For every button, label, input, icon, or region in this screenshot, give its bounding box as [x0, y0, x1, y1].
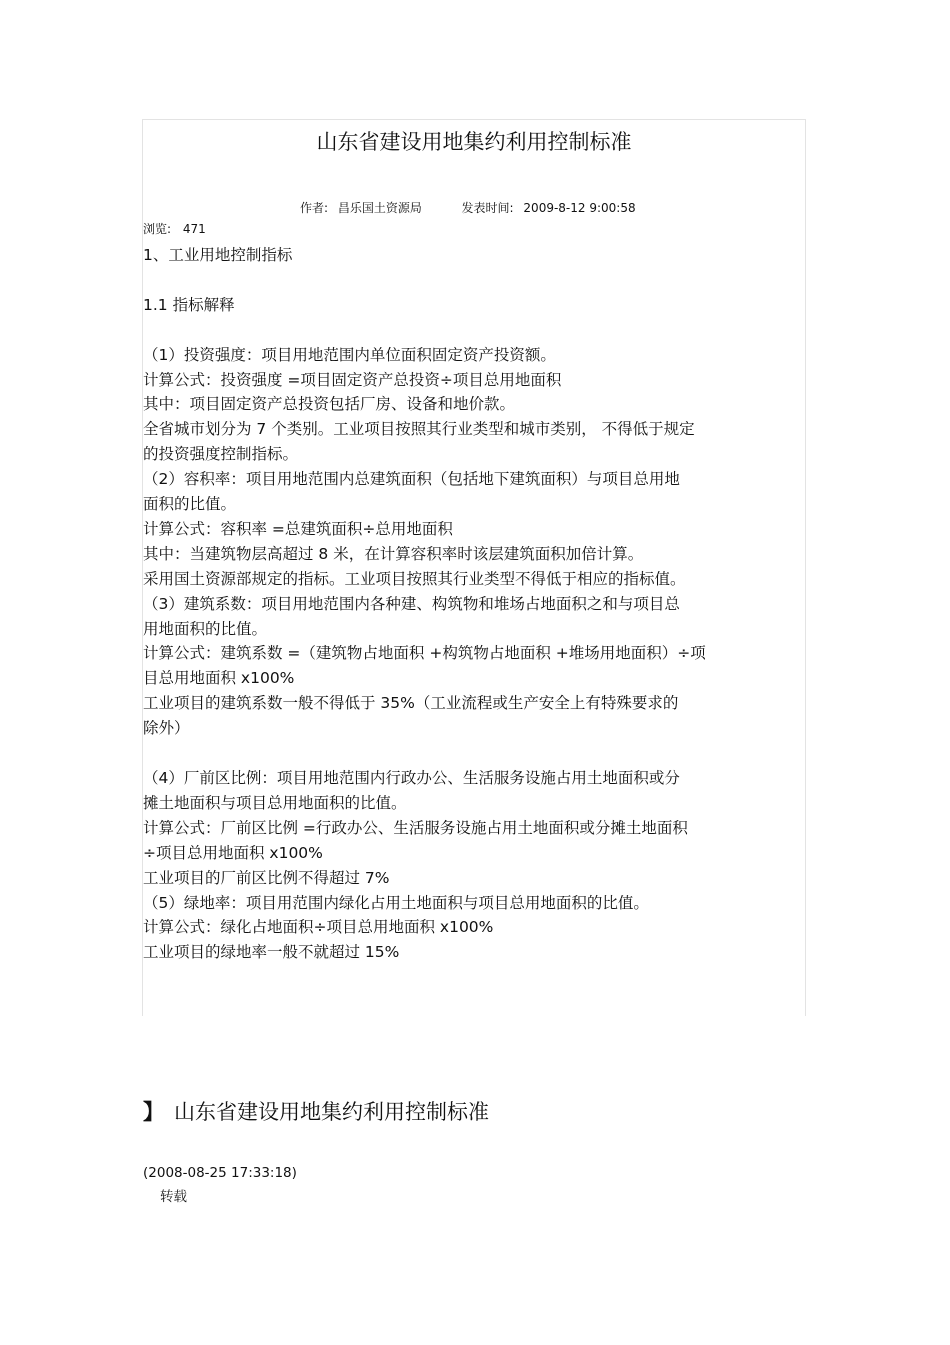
post-date: (2008-08-25 17:33:18)	[143, 1165, 297, 1181]
body-line: 目总用地面积 x100%	[143, 669, 295, 688]
body-line: 工业项目的绿地率一般不就超过 15%	[143, 943, 400, 962]
body-line: 计算公式：绿化占地面积÷项目总用地面积 x100%	[143, 918, 494, 937]
article-body	[143, 243, 803, 965]
body-line: （4）厂前区比例：项目用地范围内行政办公、生活服务设施占用土地面积或分	[143, 768, 680, 787]
body-line: 工业项目的建筑系数一般不得低于 35%（工业流程或生产安全上有特殊要求的	[143, 694, 679, 713]
body-line: 全省城市划分为 7 个类别。工业项目按照其行业类型和城市类别， 不得低于规定	[143, 420, 695, 439]
body-line: 计算公式：厂前区比例 =行政办公、生活服务设施占用土地面积或分摊土地面积	[143, 818, 688, 837]
body-line: 其中：项目固定资产总投资包括厂房、设备和地价款。	[143, 395, 516, 414]
subsection-heading: 1.1 指标解释	[143, 295, 235, 314]
body-line: （2）容积率：项目用地范围内总建筑面积（包括地下建筑面积）与项目总用地	[143, 470, 680, 489]
body-line: 采用国土资源部规定的指标。工业项目按照其行业类型不得低于相应的指标值。	[143, 569, 686, 588]
body-line: 其中：当建筑物层高超过 8 米，在计算容积率时该层建筑面积加倍计算。	[143, 544, 644, 563]
article-title: 山东省建设用地集约利用控制标准	[316, 130, 632, 154]
author-label: 作者:	[300, 201, 329, 215]
author-name: 昌乐国土资源局	[337, 201, 422, 215]
post-title-bracket: 】	[143, 1100, 164, 1124]
body-line: 除外）	[143, 719, 190, 738]
body-line: 面积的比值。	[143, 495, 237, 514]
post-title-text: 山东省建设用地集约利用控制标准	[174, 1100, 489, 1124]
body-line: 摊土地面积与项目总用地面积的比值。	[143, 793, 407, 812]
body-line: 计算公式：投资强度 =项目固定资产总投资÷项目总用地面积	[143, 370, 562, 389]
body-line: 计算公式：容积率 =总建筑面积÷总用地面积	[143, 519, 453, 538]
body-line: （1）投资强度：项目用地范围内单位面积固定资产投资额。	[143, 345, 556, 364]
published-time: 2009-8-12 9:00:58	[523, 201, 636, 215]
body-line: 用地面积的比值。	[143, 619, 268, 638]
body-line: 工业项目的厂前区比例不得超过 7%	[143, 868, 390, 887]
views-value: 471	[182, 222, 206, 236]
body-line: 计算公式：建筑系数 =（建筑物占地面积 +构筑物占地面积 +堆场用地面积）÷项	[143, 644, 706, 663]
post-title	[143, 1097, 489, 1127]
view-count	[143, 221, 206, 237]
views-label: 浏览:	[143, 222, 172, 236]
body-line: （5）绿地率：项目用范围内绿化占用土地面积与项目总用地面积的比值。	[143, 893, 649, 912]
body-line: 的投资强度控制指标。	[143, 445, 299, 464]
repost-link[interactable]: 转载	[160, 1189, 187, 1205]
body-line: （3）建筑系数：项目用地范围内各种建、构筑物和堆场占地面积之和与项目总	[143, 594, 680, 613]
section-heading: 1、工业用地控制指标	[143, 246, 293, 264]
article-meta	[300, 200, 642, 216]
published-label: 发表时间:	[461, 201, 514, 215]
body-line: ÷项目总用地面积 x100%	[143, 843, 323, 862]
